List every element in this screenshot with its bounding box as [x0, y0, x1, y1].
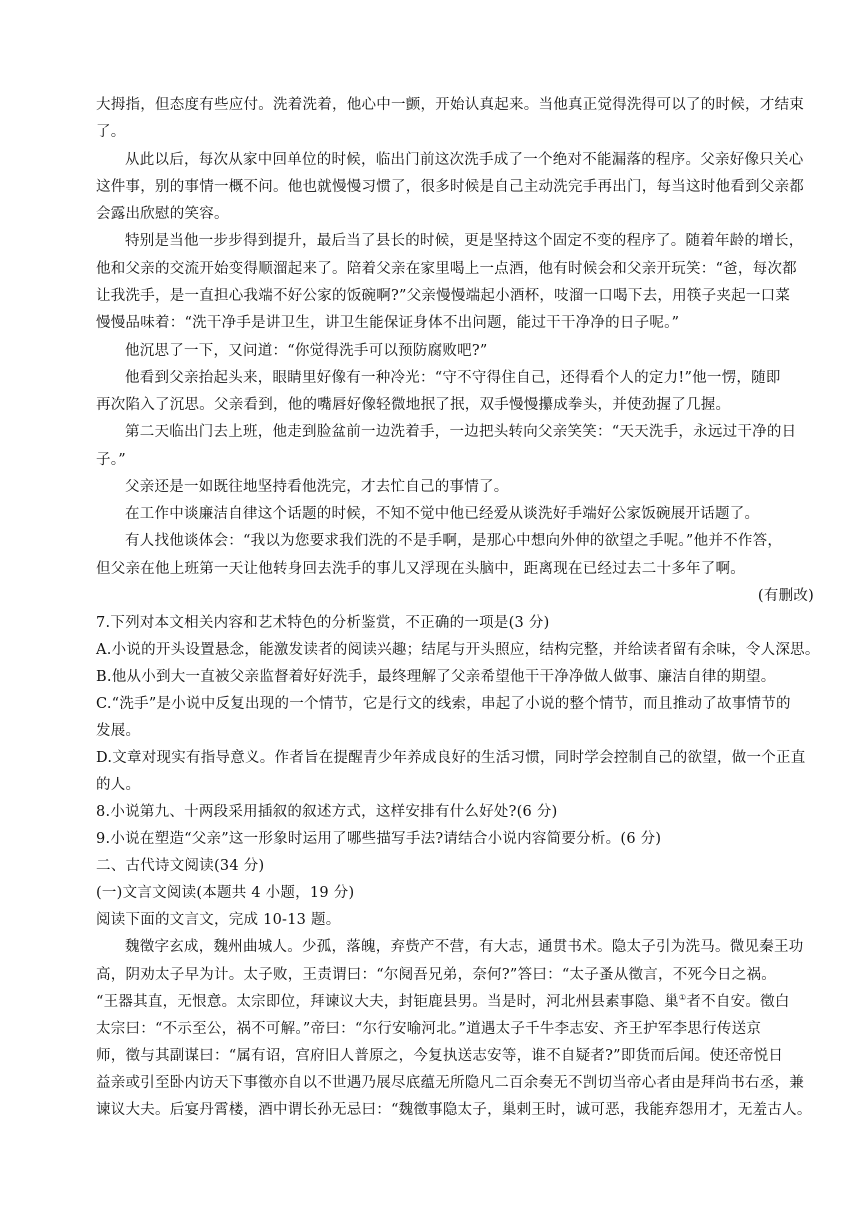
classical-text-line: 魏徵字玄成，魏州曲城人。少孤，落魄，弃赀产不营，有大志，通贯书术。隐太子引为洗马。微见秦王功 [125, 939, 804, 955]
text-line: 但父亲在他上班第一天让他转身回去洗手的事儿又浮现在头脑中，距离现在已经过去二十多年了啊。 [96, 561, 745, 577]
classical-text-line: 太宗曰：“不示至公，祸不可解。”帝曰：“尔行安喻河北。”道遇太子千牛李志安、齐王护军李思行传送京 [96, 1021, 762, 1037]
text-line: 会露出欣慰的笑容。 [96, 206, 229, 222]
classical-text-line: 谏议大夫。后宴丹霄楼，酒中谓长孙无忌曰：“魏徵事隐太子，巢剌王时，诚可恶，我能弃怨用才，无羞古人。 [96, 1102, 812, 1118]
classical-text-line: 师，徵与其副谋曰：“属有诏，宫府旧人普原之，今复执送志安等，谁不自疑者?”即货而后闻。使还帝悦日 [96, 1048, 784, 1064]
paragraph-line: 第二天临出门去上班，他走到脸盆前一边洗着手，一边把头转向父亲笑笑：“天天洗手，永远过干净的日 [125, 424, 797, 440]
option-b: B.他从小到大一直被父亲监督着好好洗手，最终理解了父亲希望他干干净净做人做事、廉洁自律的期望。 [96, 669, 776, 685]
text-line: 这件事，别的事情一概不问。他也就慢慢习惯了，很多时候是自己主动洗完手再出门，每当这时他看到父亲都 [96, 179, 804, 195]
text-line: 慢慢品味着：“洗干净手是讲卫生，讲卫生能保证身体不出问题，能过干干净净的日子呢。” [96, 315, 680, 331]
paragraph-line: 特别是当他一步步得到提升，最后当了县长的时候，更是坚持这个固定不变的程序了。随着年龄的增长， [125, 233, 804, 249]
classical-text-line: 益亲或引至卧内访天下事徵亦自以不世遇乃展尽底蕴无所隐凡二百余奏无不剀切当帝心者由是拜尚书右丞，兼 [96, 1075, 804, 1091]
footnote-marker: ① [678, 993, 687, 1003]
text-line: 他和父亲的交流开始变得顺溜起来了。陪着父亲在家里喝上一点酒，他有时候会和父亲开玩笑：“爸，每次都 [96, 261, 797, 277]
subsection-heading: (一)文言文阅读(本题共 4 小题，19 分) [96, 885, 355, 901]
paragraph-line: 在工作中谈廉洁自律这个话题的时候，不知不觉中他已经爱从谈洗好手端好公家饭碗展开话题了。 [125, 506, 760, 522]
text-segment: “王器其直，无恨意。太宗即位，拜谏议大夫，封钜鹿县男。当是时，河北州县素事隐、巢 [96, 994, 679, 1010]
option-d-cont: 的人。 [96, 777, 141, 793]
paragraph-line: 父亲还是一如既往地坚持看他洗完，才去忙自己的事情了。 [125, 479, 509, 495]
section-heading: 二、古代诗文阅读(34 分) [96, 858, 265, 874]
option-a: A.小说的开头设置悬念，能激发读者的阅读兴趣；结尾与开头照应，结构完整，并给读者留有余味，令人深思。 [96, 642, 820, 658]
text-line: 了。 [96, 124, 126, 140]
text-line: 让我洗手，是一直担心我端不好公家的饭碗啊?”父亲慢慢端起小酒杯，吱溜一口喝下去，用筷子夹起一口菜 [96, 288, 791, 304]
question-9: 9.小说在塑造“父亲”这一形象时运用了哪些描写手法?请结合小说内容简要分析。(6 分) [96, 831, 662, 847]
option-d: D.文章对现实有指导意义。作者旨在提醒青少年养成良好的生活习惯，同时学会控制自己的欲望，做一个正直 [96, 750, 806, 766]
text-line: 再次陷入了沉思。父亲看到，他的嘴唇好像轻微地抿了抿，双手慢慢攥成拳头，并使劲握了几握。 [96, 397, 731, 413]
paragraph-line: 他沉思了一下，又问道：“你觉得洗手可以预防腐败吧?” [125, 343, 488, 359]
text-segment: 者不自安。徵白 [686, 994, 790, 1010]
classical-text-line [96, 992, 796, 1012]
source-note: (有删改) [757, 588, 814, 604]
question-7: 7.下列对本文相关内容和艺术特色的分析鉴赏，不正确的一项是(3 分) [96, 615, 550, 631]
option-c: C.“洗手”是小说中反复出现的一个情节，它是行文的线索，串起了小说的整个情节，而且推动了故事情节的 [96, 696, 791, 712]
text-line: 子。” [96, 452, 126, 468]
classical-text-line: 高，阴劝太子早为计。太子败，王责谓曰：“尔阋吾兄弟，奈何?”答曰：“太子蚤从徵言，不死今日之祸。 [96, 967, 777, 983]
option-c-cont: 发展。 [96, 723, 141, 739]
paragraph-line: 有人找他谈体会：“我以为您要求我们洗的不是手啊，是那心中想向外伸的欲望之手呢。”他并不作答， [125, 533, 783, 549]
paragraph-line: 从此以后，每次从家中回单位的时候，临出门前这次洗手成了一个绝对不能漏落的程序。父亲好像只关心 [125, 152, 804, 168]
paragraph-line: 他看到父亲抬起头来，眼睛里好像有一种冷光：“守不守得住自己，还得看个人的定力!”他一愣，随即 [125, 370, 781, 386]
instruction: 阅读下面的文言文，完成 10-13 题。 [96, 912, 341, 928]
question-8: 8.小说第九、十两段采用插叙的叙述方式，这样安排有什么好处?(6 分) [96, 804, 558, 820]
text-line: 大拇指，但态度有些应付。洗着洗着，他心中一颤，开始认真起来。当他真正觉得洗得可以了的时候，才结束 [96, 97, 804, 113]
